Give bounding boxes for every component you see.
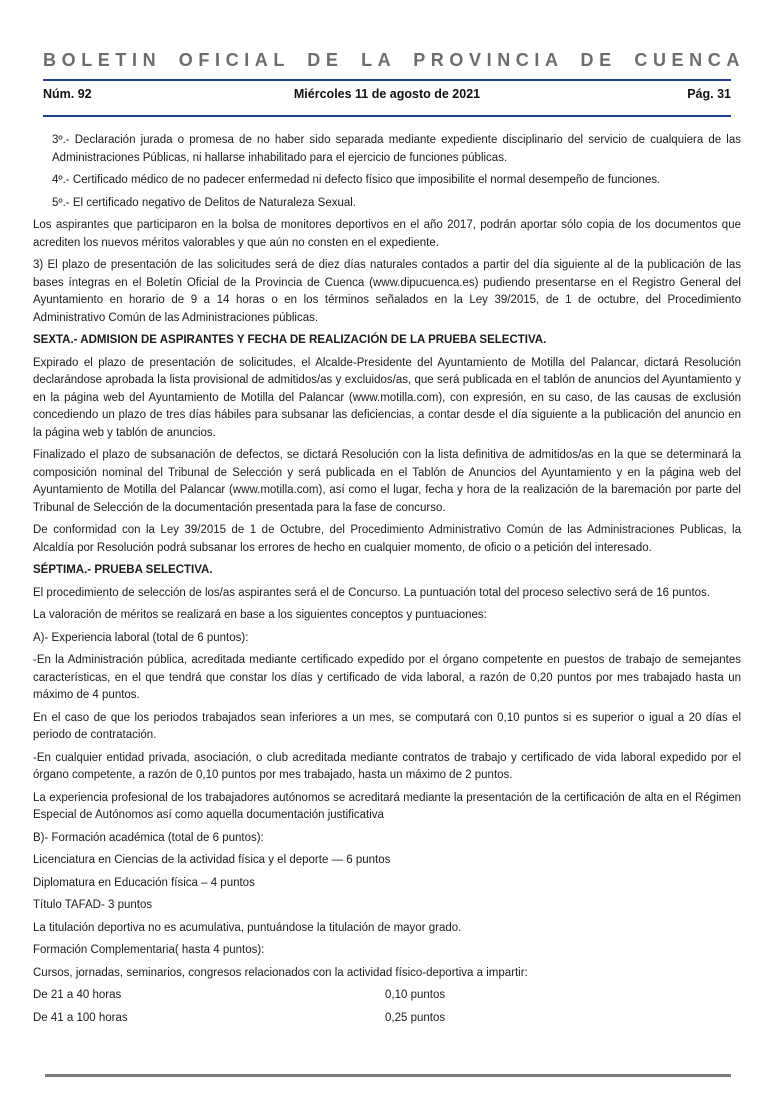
issue-date: Miércoles 11 de agosto de 2021	[293, 87, 481, 101]
paragraph: Licenciatura en Ciencias de la actividad física y el deporte — 6 puntos	[33, 854, 391, 866]
paragraph: -En la Administración pública, acreditada mediante certificado expedido por el órgano competente en puestos de trabajo de semejantes características, en el que tendrá que constar los días y certificado de vida laboral, a razón de 0,20 puntos por mes trabajado hasta un máximo de 4 puntos.	[33, 654, 741, 701]
paragraph: A)- Experiencia laboral (total de 6 puntos):	[33, 631, 249, 644]
section-heading: SÉPTIMA.- PRUEBA SELECTIVA.	[33, 564, 213, 576]
points-row-label: De 21 a 40 horas	[33, 989, 122, 1001]
paragraph: -En cualquier entidad privada, asociación, o club acreditada mediante contratos de trabajo y certificado de vida laboral expedido por el órgano competente, a razón de 0,10 puntos por mes trabajado, hasta un máximo de 2 puntos.	[33, 751, 741, 781]
paragraph: 3) El plazo de presentación de las solicitudes será de diez días naturales contados a partir del día siguiente al de la publicación de las bases íntegras en el Boletín Oficial de la Provincia de Cuenca (www.dipucuenca.es) pudiendo presentarse en el Registro General del Ayuntamiento en horario de 9 a 14 horas o en los términos señalados en la Ley 39/2015, de 1 de octubre, del Procedimiento Administrativo Común de las Administraciones públicas.	[33, 259, 741, 324]
points-row-label: De 41 a 100 horas	[33, 1011, 128, 1024]
paragraph: Los aspirantes que participaron en la bolsa de monitores deportivos en el año 2017, podrán aportar sólo copia de los documentos que acrediten los nuevos méritos valorables y que aún no consten en el expediente.	[33, 219, 741, 249]
article	[33, 132, 741, 1027]
page-number: Pág. 31	[687, 87, 731, 101]
points-row-value: 0,10 puntos	[385, 989, 446, 1001]
masthead-title: BOLETIN OFICIAL DE LA PROVINCIA DE CUENCA	[43, 50, 745, 70]
paragraph: La titulación deportiva no es acumulativa, puntuándose la titulación de mayor grado.	[33, 921, 462, 934]
paragraph: Diplomatura en Educación física – 4 puntos	[33, 876, 255, 889]
paragraph: 4º.- Certificado médico de no padecer enfermedad ni defecto físico que imposibilite el normal desempeño de funciones.	[52, 174, 661, 186]
header-rule-bottom	[43, 115, 731, 117]
paragraph: Finalizado el plazo de subsanación de defectos, se dictará Resolución con la lista definitiva de admitidos/as en la que se determinará la composición nominal del Tribunal de Selección y será publicada en el Tablón de Anuncios del Ayuntamiento y en la página web del Ayuntamiento de Motilla del Palancar (www.motilla.com), así como el lugar, fecha y hora de la realización de la baremación por parte del Tribunal de Selección de la documentación presentada para la fase de concurso.	[33, 449, 741, 514]
section-heading: SEXTA.- ADMISION DE ASPIRANTES Y FECHA DE REALIZACIÓN DE LA PRUEBA SELECTIVA.	[33, 334, 547, 346]
paragraph: El procedimiento de selección de los/as aspirantes será el de Concurso. La puntuación total del proceso selectivo será de 16 puntos.	[33, 586, 710, 599]
header-meta-row	[43, 81, 731, 107]
paragraph: La valoración de méritos se realizará en base a los siguientes conceptos y puntuaciones:	[33, 609, 487, 621]
paragraph: Formación Complementaria( hasta 4 puntos):	[33, 944, 265, 956]
paragraph: En el caso de que los periodos trabajados sean inferiores a un mes, se computará con 0,10 puntos si es superior o igual a 20 días el periodo de contratación.	[33, 711, 741, 741]
paragraph: Título TAFAD- 3 puntos	[33, 899, 153, 911]
footer-rule	[45, 1074, 731, 1077]
paragraph: 5º.- El certificado negativo de Delitos de Naturaleza Sexual.	[52, 196, 357, 209]
paragraph: 3º.- Declaración jurada o promesa de no haber sido separada mediante expediente disciplinario del servicio de cualquiera de las Administraciones Públicas, ni hallarse inhabilitado para el ejercicio de funciones públicas.	[52, 134, 741, 164]
paragraph: B)- Formación académica (total de 6 puntos):	[33, 831, 264, 844]
points-row-value: 0,25 puntos	[385, 1011, 446, 1024]
paragraph: De conformidad con la Ley 39/2015 de 1 de Octubre, del Procedimiento Administrativo Común de las Administraciones Publicas, la Alcaldía por Resolución podrá subsanar los errores de hecho en cualquier momento, de oficio o a petición del interesado.	[33, 524, 741, 554]
issue-number: Núm. 92	[43, 87, 92, 101]
points-row	[33, 1010, 741, 1028]
paragraph: La experiencia profesional de los trabajadores autónomos se acreditará mediante la presentación de la certificación de alta en el Régimen Especial de Autónomos así como aquella documentación justificativa	[33, 791, 741, 821]
points-row	[33, 987, 741, 1005]
paragraph: Cursos, jornadas, seminarios, congresos relacionados con la actividad físico-deportiva a impartir:	[33, 966, 528, 979]
paragraph: Expirado el plazo de presentación de solicitudes, el Alcalde-Presidente del Ayuntamiento de Motilla del Palancar, dictará Resolución declarándose aprobada la lista provisional de admitidos/as y excluidos/as, que será publicada en el tablón de anuncios del Ayuntamiento y en la página web del Ayuntamiento de Motilla del Palancar (www.motilla.com), con expresión, en su caso, de las causas de exclusión concediendo un plazo de tres días hábiles para subsanar las deficiencias, a contar desde el día siguiente a la publicación del anuncio en la página web y tablón de anuncios.	[33, 356, 741, 439]
